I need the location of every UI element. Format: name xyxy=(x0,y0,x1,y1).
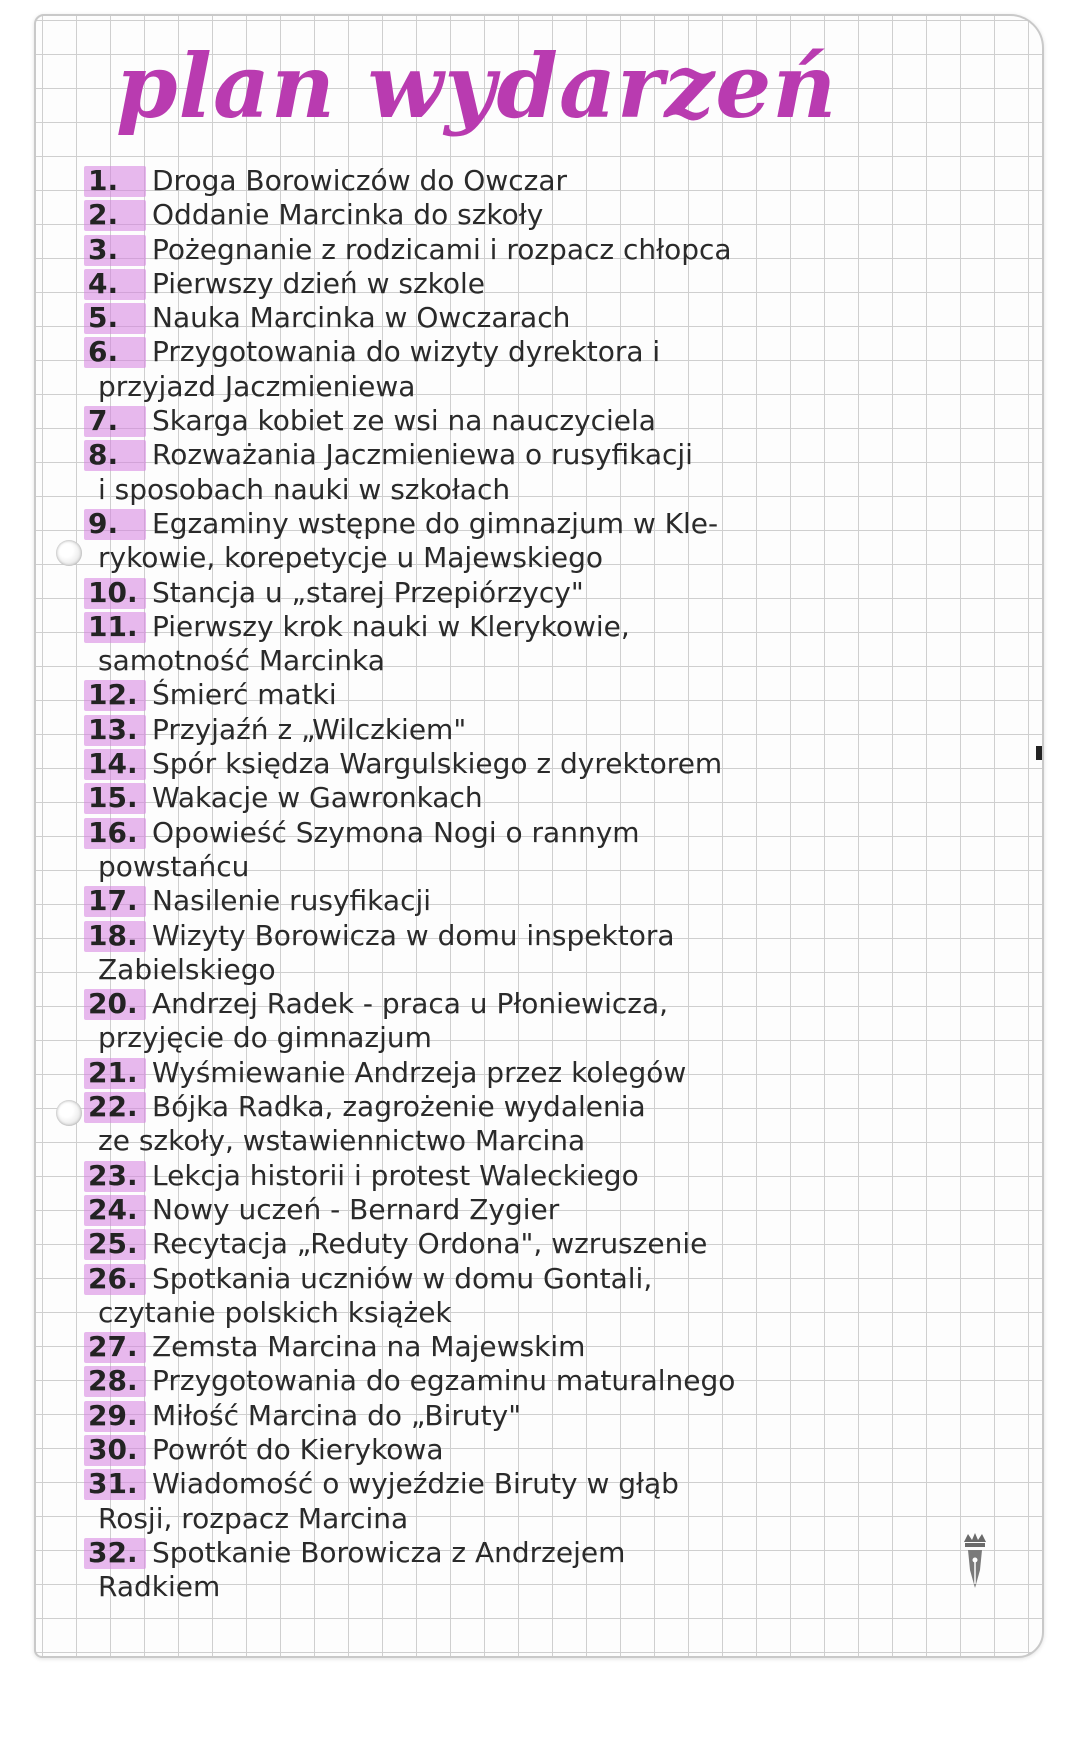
event-text: Powrót do Kierykowa xyxy=(152,1432,444,1466)
event-number: 27. xyxy=(88,1330,138,1364)
event-item xyxy=(84,1330,1034,1364)
event-number: 23. xyxy=(88,1158,138,1192)
event-text: Stancja u „starej Przepiórzycy" xyxy=(152,575,584,609)
event-item xyxy=(84,1433,1034,1467)
event-number: 29. xyxy=(88,1398,138,1432)
event-item xyxy=(84,301,1034,335)
event-number: 32. xyxy=(88,1535,138,1569)
event-item xyxy=(84,576,1034,610)
event-item-continuation xyxy=(84,644,1034,678)
event-plan-list xyxy=(84,164,1034,1604)
event-number: 14. xyxy=(88,747,138,781)
event-text: Miłość Marcina do „Biruty" xyxy=(152,1398,522,1432)
event-item xyxy=(84,233,1034,267)
event-number: 30. xyxy=(88,1432,138,1466)
event-text: Zemsta Marcina na Majewskim xyxy=(152,1330,586,1364)
page-title: plan wydarzeń xyxy=(116,34,838,138)
event-item xyxy=(84,610,1034,644)
event-number: 17. xyxy=(88,884,138,918)
event-number: 31. xyxy=(88,1467,138,1501)
event-text: Lekcja historii i protest Waleckiego xyxy=(152,1158,639,1192)
event-number: 11. xyxy=(88,609,138,643)
grid-paper-sheet xyxy=(34,14,1044,1658)
event-item xyxy=(84,198,1034,232)
event-number: 15. xyxy=(88,781,138,815)
event-text: Zabielskiego xyxy=(98,952,276,986)
event-number: 16. xyxy=(88,815,138,849)
event-text: Wiadomość o wyjeździe Biruty w głąb xyxy=(152,1467,679,1501)
event-number: 13. xyxy=(88,712,138,746)
event-number: 3. xyxy=(88,232,119,266)
event-item xyxy=(84,335,1034,369)
fountain-pen-crown-icon xyxy=(960,1532,990,1592)
event-text: Pierwszy krok nauki w Klerykowie, xyxy=(152,609,630,643)
event-text: przyjęcie do gimnazjum xyxy=(98,1021,432,1055)
event-item xyxy=(84,1399,1034,1433)
event-item-continuation xyxy=(84,370,1034,404)
event-text: Nasilenie rusyfikacji xyxy=(152,884,432,918)
event-text: Pierwszy dzień w szkole xyxy=(152,266,486,300)
binder-hole xyxy=(56,540,82,566)
event-item-continuation xyxy=(84,1502,1034,1536)
event-number: 22. xyxy=(88,1090,138,1124)
event-item xyxy=(84,816,1034,850)
event-item-continuation xyxy=(84,1021,1034,1055)
event-item xyxy=(84,747,1034,781)
event-number: 5. xyxy=(88,301,119,335)
event-text: Nowy uczeń - Bernard Zygier xyxy=(152,1192,560,1226)
event-text: rykowie, korepetycje u Majewskiego xyxy=(98,541,604,575)
event-text: Przygotowania do wizyty dyrektora i xyxy=(152,335,661,369)
event-item xyxy=(84,1193,1034,1227)
event-item xyxy=(84,987,1034,1021)
event-text: ze szkoły, wstawiennictwo Marcina xyxy=(98,1124,586,1158)
event-number: 9. xyxy=(88,506,119,540)
event-text: Oddanie Marcinka do szkoły xyxy=(152,198,544,232)
event-item-continuation xyxy=(84,541,1034,575)
event-text: Pożegnanie z rodzicami i rozpacz chłopca xyxy=(152,232,732,266)
event-item xyxy=(84,713,1034,747)
event-text: czytanie polskich książek xyxy=(98,1295,452,1329)
event-item-continuation xyxy=(84,1296,1034,1330)
event-item xyxy=(84,1090,1034,1124)
event-text: przyjazd Jaczmieniewa xyxy=(98,369,416,403)
event-text: Radkiem xyxy=(98,1570,221,1604)
event-item xyxy=(84,507,1034,541)
event-text: Wyśmiewanie Andrzeja przez kolegów xyxy=(152,1055,687,1089)
event-number: 7. xyxy=(88,404,119,438)
event-item xyxy=(84,404,1034,438)
event-item xyxy=(84,267,1034,301)
event-text: Spotkanie Borowicza z Andrzejem xyxy=(152,1535,626,1569)
event-item-continuation xyxy=(84,473,1034,507)
event-number: 18. xyxy=(88,918,138,952)
binder-hole xyxy=(56,1100,82,1126)
event-number: 24. xyxy=(88,1192,138,1226)
event-item xyxy=(84,438,1034,472)
event-text: Rosji, rozpacz Marcina xyxy=(98,1501,409,1535)
event-item xyxy=(84,884,1034,918)
event-item xyxy=(84,1467,1034,1501)
event-item xyxy=(84,164,1034,198)
event-number: 6. xyxy=(88,335,119,369)
event-item xyxy=(84,919,1034,953)
event-number: 1. xyxy=(88,164,119,197)
edge-mark xyxy=(1036,746,1042,760)
event-text: Egzaminy wstępne do gimnazjum w Kle- xyxy=(152,506,719,540)
event-number: 12. xyxy=(88,678,138,712)
event-item-continuation xyxy=(84,1124,1034,1158)
event-item-continuation xyxy=(84,1570,1034,1604)
event-number: 10. xyxy=(88,575,138,609)
event-number: 4. xyxy=(88,266,119,300)
event-number: 20. xyxy=(88,987,138,1021)
event-number: 8. xyxy=(88,438,119,472)
event-text: i sposobach nauki w szkołach xyxy=(98,472,511,506)
event-text: Droga Borowiczów do Owczar xyxy=(152,164,567,197)
event-item-continuation xyxy=(84,850,1034,884)
event-text: Spotkania uczniów w domu Gontali, xyxy=(152,1261,653,1295)
event-number: 28. xyxy=(88,1364,138,1398)
event-text: Wizyty Borowicza w domu inspektora xyxy=(152,918,675,952)
event-item xyxy=(84,1227,1034,1261)
event-item xyxy=(84,1364,1034,1398)
event-text: powstańcu xyxy=(98,849,250,883)
event-number: 21. xyxy=(88,1055,138,1089)
event-text: Spór księdza Wargulskiego z dyrektorem xyxy=(152,747,723,781)
event-item xyxy=(84,1262,1034,1296)
event-item xyxy=(84,1159,1034,1193)
event-item-continuation xyxy=(84,953,1034,987)
event-text: Skarga kobiet ze wsi na nauczyciela xyxy=(152,404,656,438)
event-text: Bójka Radka, zagrożenie wydalenia xyxy=(152,1090,646,1124)
event-text: Śmierć matki xyxy=(152,678,337,712)
event-text: Opowieść Szymona Nogi o rannym xyxy=(152,815,640,849)
event-text: Przyjaźń z „Wilczkiem" xyxy=(152,712,467,746)
event-text: Przygotowania do egzaminu maturalnego xyxy=(152,1364,736,1398)
event-text: Andrzej Radek - praca u Płoniewicza, xyxy=(152,987,669,1021)
event-item xyxy=(84,1536,1034,1570)
event-text: Wakacje w Gawronkach xyxy=(152,781,483,815)
event-number: 2. xyxy=(88,198,119,232)
event-item xyxy=(84,1056,1034,1090)
event-text: samotność Marcinka xyxy=(98,644,385,678)
event-text: Nauka Marcinka w Owczarach xyxy=(152,301,571,335)
event-item xyxy=(84,781,1034,815)
event-number: 25. xyxy=(88,1227,138,1261)
event-item xyxy=(84,678,1034,712)
event-text: Recytacja „Reduty Ordona", wzruszenie xyxy=(152,1227,708,1261)
event-number: 26. xyxy=(88,1261,138,1295)
event-text: Rozważania Jaczmieniewa o rusyfikacji xyxy=(152,438,693,472)
